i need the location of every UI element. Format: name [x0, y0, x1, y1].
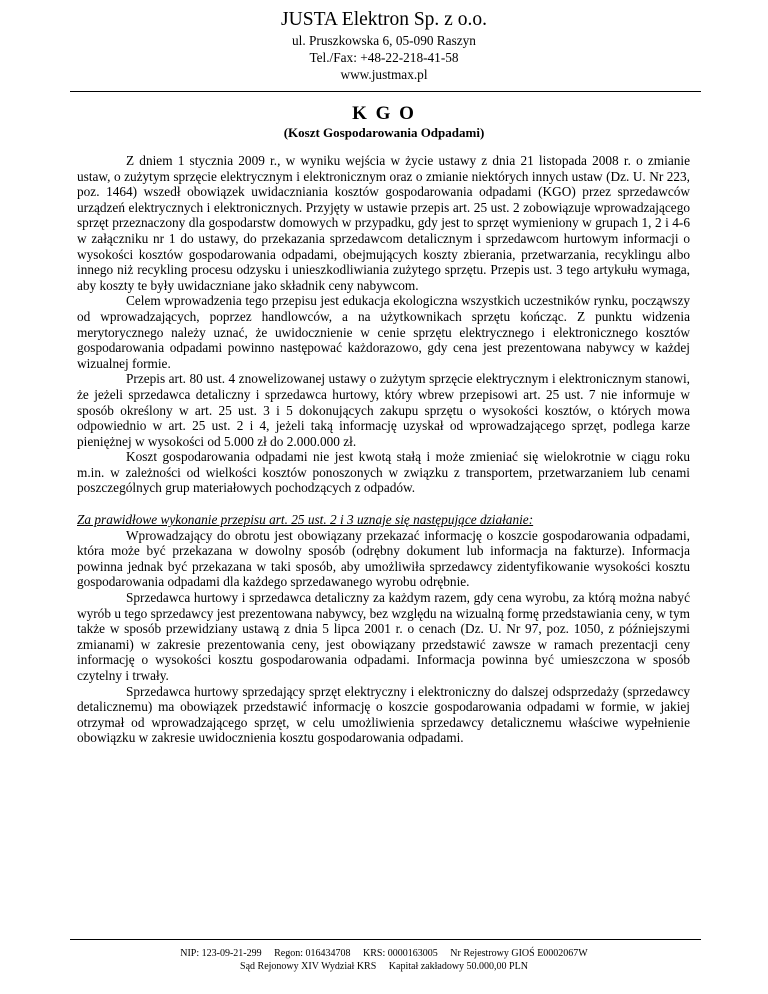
- company-address: ul. Pruszkowska 6, 05-090 Raszyn: [292, 33, 476, 48]
- section-paragraph: Wprowadzający do obrotu jest obowiązany przekazać informację o koszcie gospodarowania odpadami, która może być przekazana w dowolny sposób (odrębny dokument lub informacja na fakturze). Informacja powinna jednak być przekazana w taki sposób, aby umożliwiła sprzedawcy zidentyfikowanie wysokości kosztu gospodarowania odpadami dla każdego sprzedawanego wyrobu odrębnie.: [77, 527, 690, 590]
- body-paragraph: Koszt gospodarowania odpadami nie jest kwotą stałą i może zmieniać się wielokrotnie w ciągu roku m.in. w zależności od wielkości kosztów ponoszonych w związku z transportem, przetwarzaniem lub cenami poszczególnych grup materiałowych pochodzących z odpadów.: [77, 449, 690, 496]
- footer-line-1: [0, 947, 768, 960]
- footer-gios: Nr Rejestrowy GIOŚ E0002067W: [450, 948, 588, 959]
- footer-divider: [70, 939, 701, 940]
- footer: [0, 947, 768, 973]
- section-paragraph: Sprzedawca hurtowy i sprzedawca detaliczny za każdym razem, gdy cena wyrobu, za którą można nabyć wyrób u tego sprzedawcy jest prezentowana nabywcy, bez względu na wizualną formę przedstawiania ceny, w tym także w sposób przewidziany ustawą z dnia 5 lipca 2001 r. o cenach (Dz. U. Nr 97, poz. 1050, z późniejszymi zmianami) w zakresie prezentowania ceny, jest obowiązany przedstawić zawsze w ramach prezentacji ceny informację o wysokości kosztu gospodarowania odpadami. Informacja powinna być umieszczona w sposób czytelny i trwały.: [77, 590, 690, 683]
- company-website: www.justmax.pl: [340, 67, 428, 82]
- section-paragraph: Sprzedawca hurtowy sprzedający sprzęt elektryczny i elektroniczny do dalszej odsprzedaży (sprzedawcy detalicznemu) ma obowiązek przedstawić informację o koszcie gospodarowania odpadami w formie, w jakiej otrzymał od wprowadzającego sprzęt, w celu umożliwienia sprzedawcy detalicznemu właściwe wypełnienie obowiązku w zakresie uwidocznienia kosztu gospodarowania odpadami.: [77, 683, 690, 746]
- header-divider: [70, 91, 701, 92]
- section-heading: Za prawidłowe wykonanie przepisu art. 25 ust. 2 i 3 uznaje się następujące działanie:: [77, 512, 534, 528]
- company-phone: Tel./Fax: +48-22-218-41-58: [309, 50, 459, 65]
- body-paragraph: Celem wprowadzenia tego przepisu jest edukacja ekologiczna wszystkich uczestników rynku, począwszy od wprowadzających, poprzez handlowców, a na użytkownikach sprzętu kończąc. Z punktu widzenia merytorycznego należy uznać, że uwidocznienie w cenie sprzętu elektrycznego i elektronicznego kosztów gospodarowania odpadami powinno następować każdorazowo, gdy cena jest prezentowana nabywcy w każdej wizualnej formie.: [77, 293, 690, 371]
- document-title: K G O: [352, 103, 416, 124]
- body-paragraph: Z dniem 1 stycznia 2009 r., w wyniku wejścia w życie ustawy z dnia 21 listopada 2008 r. o zmianie ustaw, o zużytym sprzęcie elektrycznym i elektronicznym oraz o zmianie niektórych innych ustaw (Dz. U. Nr 223, poz. 1464) wszedł obowiązek uwidaczniania kosztów gospodarowania odpadami (KGO) przez sprzedawców urządzeń elektrycznych i elektronicznych. Przyjęty w ustawie przepis art. 25 ust. 2 zobowiązuje wprowadzającego sprzęt przeznaczony dla gospodarstw domowych w przypadku, gdy jest to sprzęt wymieniony w grupach 1, 2 i 4-6 w załączniku nr 1 do ustawy, do przekazania sprzedawcom detalicznym i sprzedawcom hurtowym informacji o wysokości kosztów gospodarowania odpadami, obejmujących koszty zbierania, przetwarzania, recyklingu albo innego niż recykling procesu odzysku i unieszkodliwiania zużytego sprzętu. Przepis ust. 3 tego artykułu wymaga, aby koszty te były uwidaczniane jako składnik ceny nabywcom.: [77, 153, 690, 293]
- document-subtitle: (Koszt Gospodarowania Odpadami): [283, 125, 485, 140]
- company-name: JUSTA Elektron Sp. z o.o.: [281, 9, 487, 30]
- footer-nip: NIP: 123-09-21-299: [180, 948, 262, 959]
- footer-krs: KRS: 0000163005: [363, 948, 438, 959]
- footer-capital: Kapitał zakładowy 50.000,00 PLN: [388, 961, 528, 972]
- footer-regon: Regon: 016434708: [274, 948, 351, 959]
- footer-court: Sąd Rejonowy XIV Wydział KRS: [240, 961, 377, 972]
- footer-line-2: [0, 960, 768, 973]
- document-body: [77, 153, 690, 746]
- body-paragraph: Przepis art. 80 ust. 4 znowelizowanej ustawy o zużytym sprzęcie elektrycznym i elektronicznym stanowi, że jeżeli sprzedawca detaliczny i sprzedawca hurtowy, który wbrew przepisowi art. 25 ust. 7 nie informuje w sposób określony w art. 25 ust. 3 i 5 dokonujących zakupu sprzętu o wysokości kosztów, o których mowa odpowiednio w art. 25 ust. 2 i 4, jeżeli taką informację uzyskał od wprowadzającego sprzęt, podlega karze pieniężnej w wysokości od 5.000 zł do 2.000.000 zł.: [77, 371, 690, 449]
- letterhead: [0, 8, 768, 83]
